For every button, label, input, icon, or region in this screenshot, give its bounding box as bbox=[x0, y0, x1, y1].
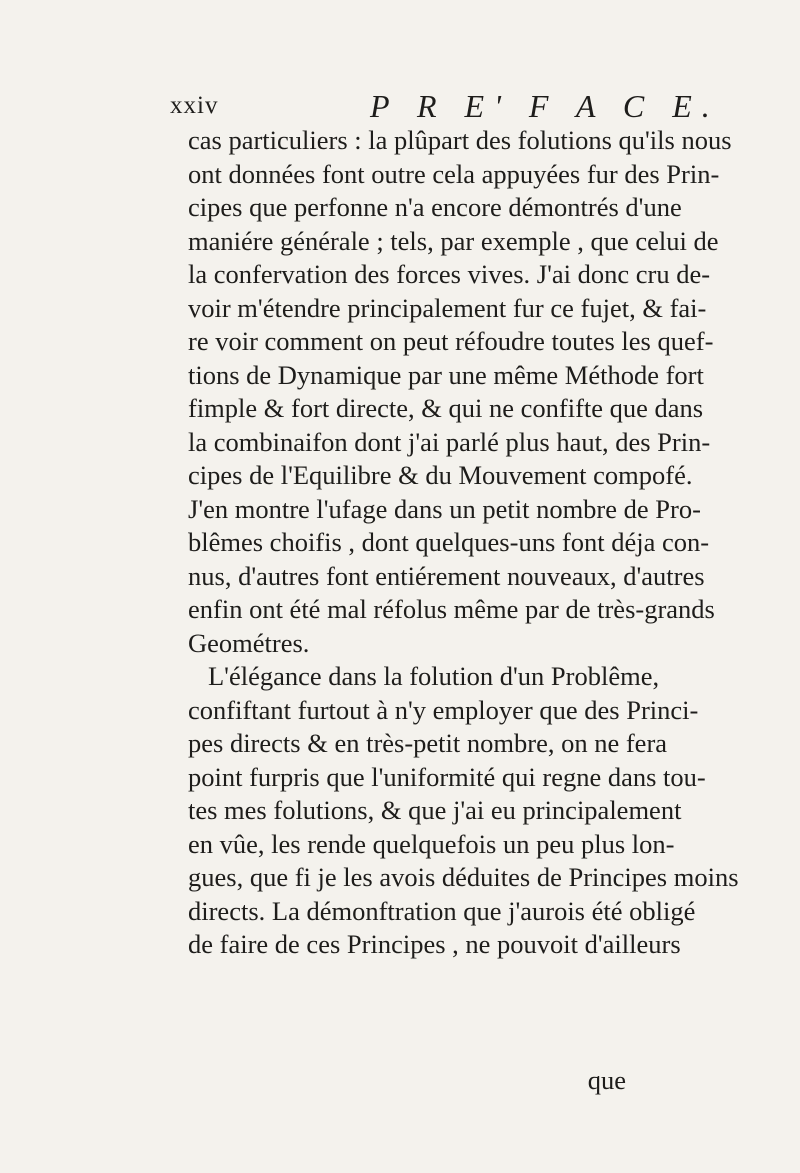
text-line: tions de Dynamique par une même Méthode fort bbox=[188, 359, 704, 390]
body-text bbox=[188, 124, 739, 962]
running-title: P R E' F A C E. bbox=[370, 88, 720, 124]
text-line: en vûe, les rende quelquefois un peu plus lon- bbox=[188, 828, 675, 859]
text-line: cipes de l'Equilibre & du Mouvement compofé. bbox=[188, 460, 693, 490]
text-line: cas particuliers : la plûpart des folutions qu'ils nous bbox=[188, 125, 732, 155]
text-line: la confervation des forces vives. J'ai donc cru de- bbox=[188, 259, 711, 289]
page-number: xxiv bbox=[170, 92, 219, 119]
text-line: la combinaifon dont j'ai parlé plus haut, des Prin- bbox=[188, 426, 711, 457]
text-line: blêmes choifis , dont quelques-uns font déja con- bbox=[188, 527, 710, 557]
catchword: que bbox=[587, 1065, 626, 1095]
text-line: Geométres. bbox=[188, 627, 310, 658]
text-line: nus, d'autres font entiérement nouveaux, d'autres bbox=[188, 560, 705, 591]
text-line: tes mes folutions, & que j'ai eu principalement bbox=[188, 795, 682, 825]
text-line: L'élégance dans la folution d'un Problême, bbox=[208, 661, 660, 691]
text-line: J'en montre l'ufage dans un petit nombre de Pro- bbox=[188, 493, 701, 524]
text-line: pes directs & en très-petit nombre, on ne fera bbox=[188, 728, 668, 758]
text-line: enfin ont été mal réfolus même par de très-grands bbox=[188, 594, 715, 624]
text-line: gues, que fi je les avois déduites de Principes moins bbox=[188, 862, 739, 892]
text-line: re voir comment on peut réfoudre toutes les quef- bbox=[188, 326, 714, 356]
text-line: de faire de ces Principes , ne pouvoit d'ailleurs bbox=[188, 929, 681, 959]
text-line: maniére générale ; tels, par exemple , que celui de bbox=[188, 225, 719, 256]
text-line: cipes que perfonne n'a encore démontrés d'une bbox=[188, 192, 682, 222]
text-line: point furpris que l'uniformité qui regne dans tou- bbox=[188, 761, 706, 792]
text-line: directs. La démonftration que j'aurois été obligé bbox=[188, 895, 696, 926]
text-line: confiftant furtout à n'y employer que des Princi- bbox=[188, 694, 699, 725]
text-line: ont données font outre cela appuyées fur des Prin- bbox=[188, 158, 720, 189]
text-line: voir m'étendre principalement fur ce fujet, & fai- bbox=[188, 292, 707, 323]
text-line: fimple & fort directe, & qui ne confifte que dans bbox=[188, 393, 704, 423]
